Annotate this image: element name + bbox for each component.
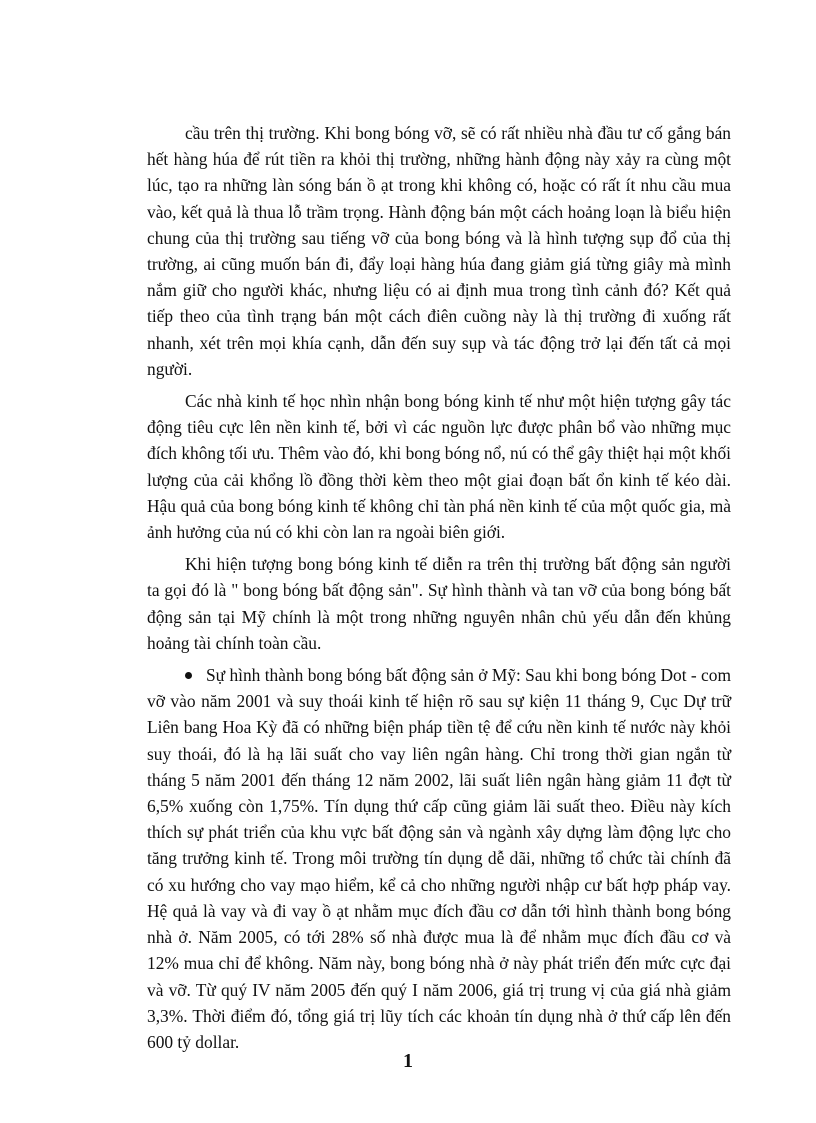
paragraph-3: Khi hiện tượng bong bóng kinh tế diễn ra trên thị trường bất động sản người ta gọi đó là " bong bóng bất động sản". Sự hình thành và tan vỡ của bong bóng bất động sản tại Mỹ chính là một trong những nguyên nhân chủ yếu dẫn đến khủng hoảng tài chính toàn cầu. [147, 554, 731, 653]
bullet-icon [185, 672, 192, 679]
page-number: 1 [403, 1050, 413, 1072]
paragraph-2: Các nhà kinh tế học nhìn nhận bong bóng kinh tế như một hiện tượng gây tác động tiêu cực lên nền kinh tế, bởi vì các nguồn lực được phân bổ vào những mục đích không tối ưu. Thêm vào đó, khi bong bóng nổ, nú có thể gây thiệt hại một khối lượng của cải khổng lồ đồng thời kèm theo một giai đoạn bất ổn kinh tế kéo dài. Hậu quả của bong bóng kinh tế không chỉ tàn phá nền kinh tế của một quốc gia, mà ảnh hưởng của nú có khi còn lan ra ngoài biên giới. [147, 391, 731, 543]
paragraph-1: cầu trên thị trường. Khi bong bóng vỡ, sẽ có rất nhiều nhà đầu tư cố gắng bán hết hàng húa để rút tiền ra khỏi thị trường, những hành động này xảy ra cùng một lúc, tạo ra những làn sóng bán ồ ạt trong khi không có, hoặc có rất ít nhu cầu mua vào, kết quả là thua lỗ trầm trọng. Hành động bán một cách hoảng loạn là biểu hiện chung của thị trường sau tiếng vỡ của bong bóng và là hình tượng sụp đổ của thị trường, ai cũng muốn bán đi, đẩy loại hàng húa đang giảm giá từng giây mà mình nắm giữ cho người khác, nhưng liệu có ai định mua trong tình cảnh đó? Kết quả tiếp theo của tình trạng bán một cách điên cuồng này là thị trường đi xuống rất nhanh, xét trên mọi khía cạnh, dẫn đến suy sụp và tác động trở lại đến tất cả mọi người. [147, 123, 731, 379]
document-body [147, 120, 731, 1055]
bullet-text: Sự hình thành bong bóng bất động sản ở Mỹ: Sau khi bong bóng Dot - com vỡ vào năm 2001 và suy thoái kinh tế hiện rõ sau sự kiện 11 tháng 9, Cục Dự trữ Liên bang Hoa Kỳ đã có những biện pháp tiền tệ để cứu nền kinh tế nước này khỏi suy thoái, đó là hạ lãi suất cho vay liên ngân hàng. Chỉ trong thời gian ngắn từ tháng 5 năm 2001 đến tháng 12 năm 2002, lãi suất liên ngân hàng giảm 11 đợt từ 6,5% xuống còn 1,75%. Tín dụng thứ cấp cũng giảm lãi suất theo. Điều này kích thích sự phát triển của khu vực bất động sản và ngành xây dựng làm động lực cho tăng trưởng kinh tế. Trong môi trường tín dụng dễ dãi, những tổ chức tài chính đã có xu hướng cho vay mạo hiểm, kể cả cho những người nhập cư bất hợp pháp vay. Hệ quả là vay và đi vay ồ ạt nhằm mục đích đầu cơ dẫn tới hình thành bong bóng nhà ở. Năm 2005, có tới 28% số nhà được mua là để nhằm mục đích đầu cơ và 12% mua chỉ để không. Năm này, bong bóng nhà ở này phát triển đến mức cực đại và vỡ. Từ quý IV năm 2005 đến quý I năm 2006, giá trị trung vị của giá nhà giảm 3,3%. Thời điểm đó, tổng giá trị lũy tích các khoản tín dụng nhà ở thứ cấp lên đến 600 tỷ dollar. [147, 665, 731, 1052]
bullet-item [147, 662, 731, 1055]
